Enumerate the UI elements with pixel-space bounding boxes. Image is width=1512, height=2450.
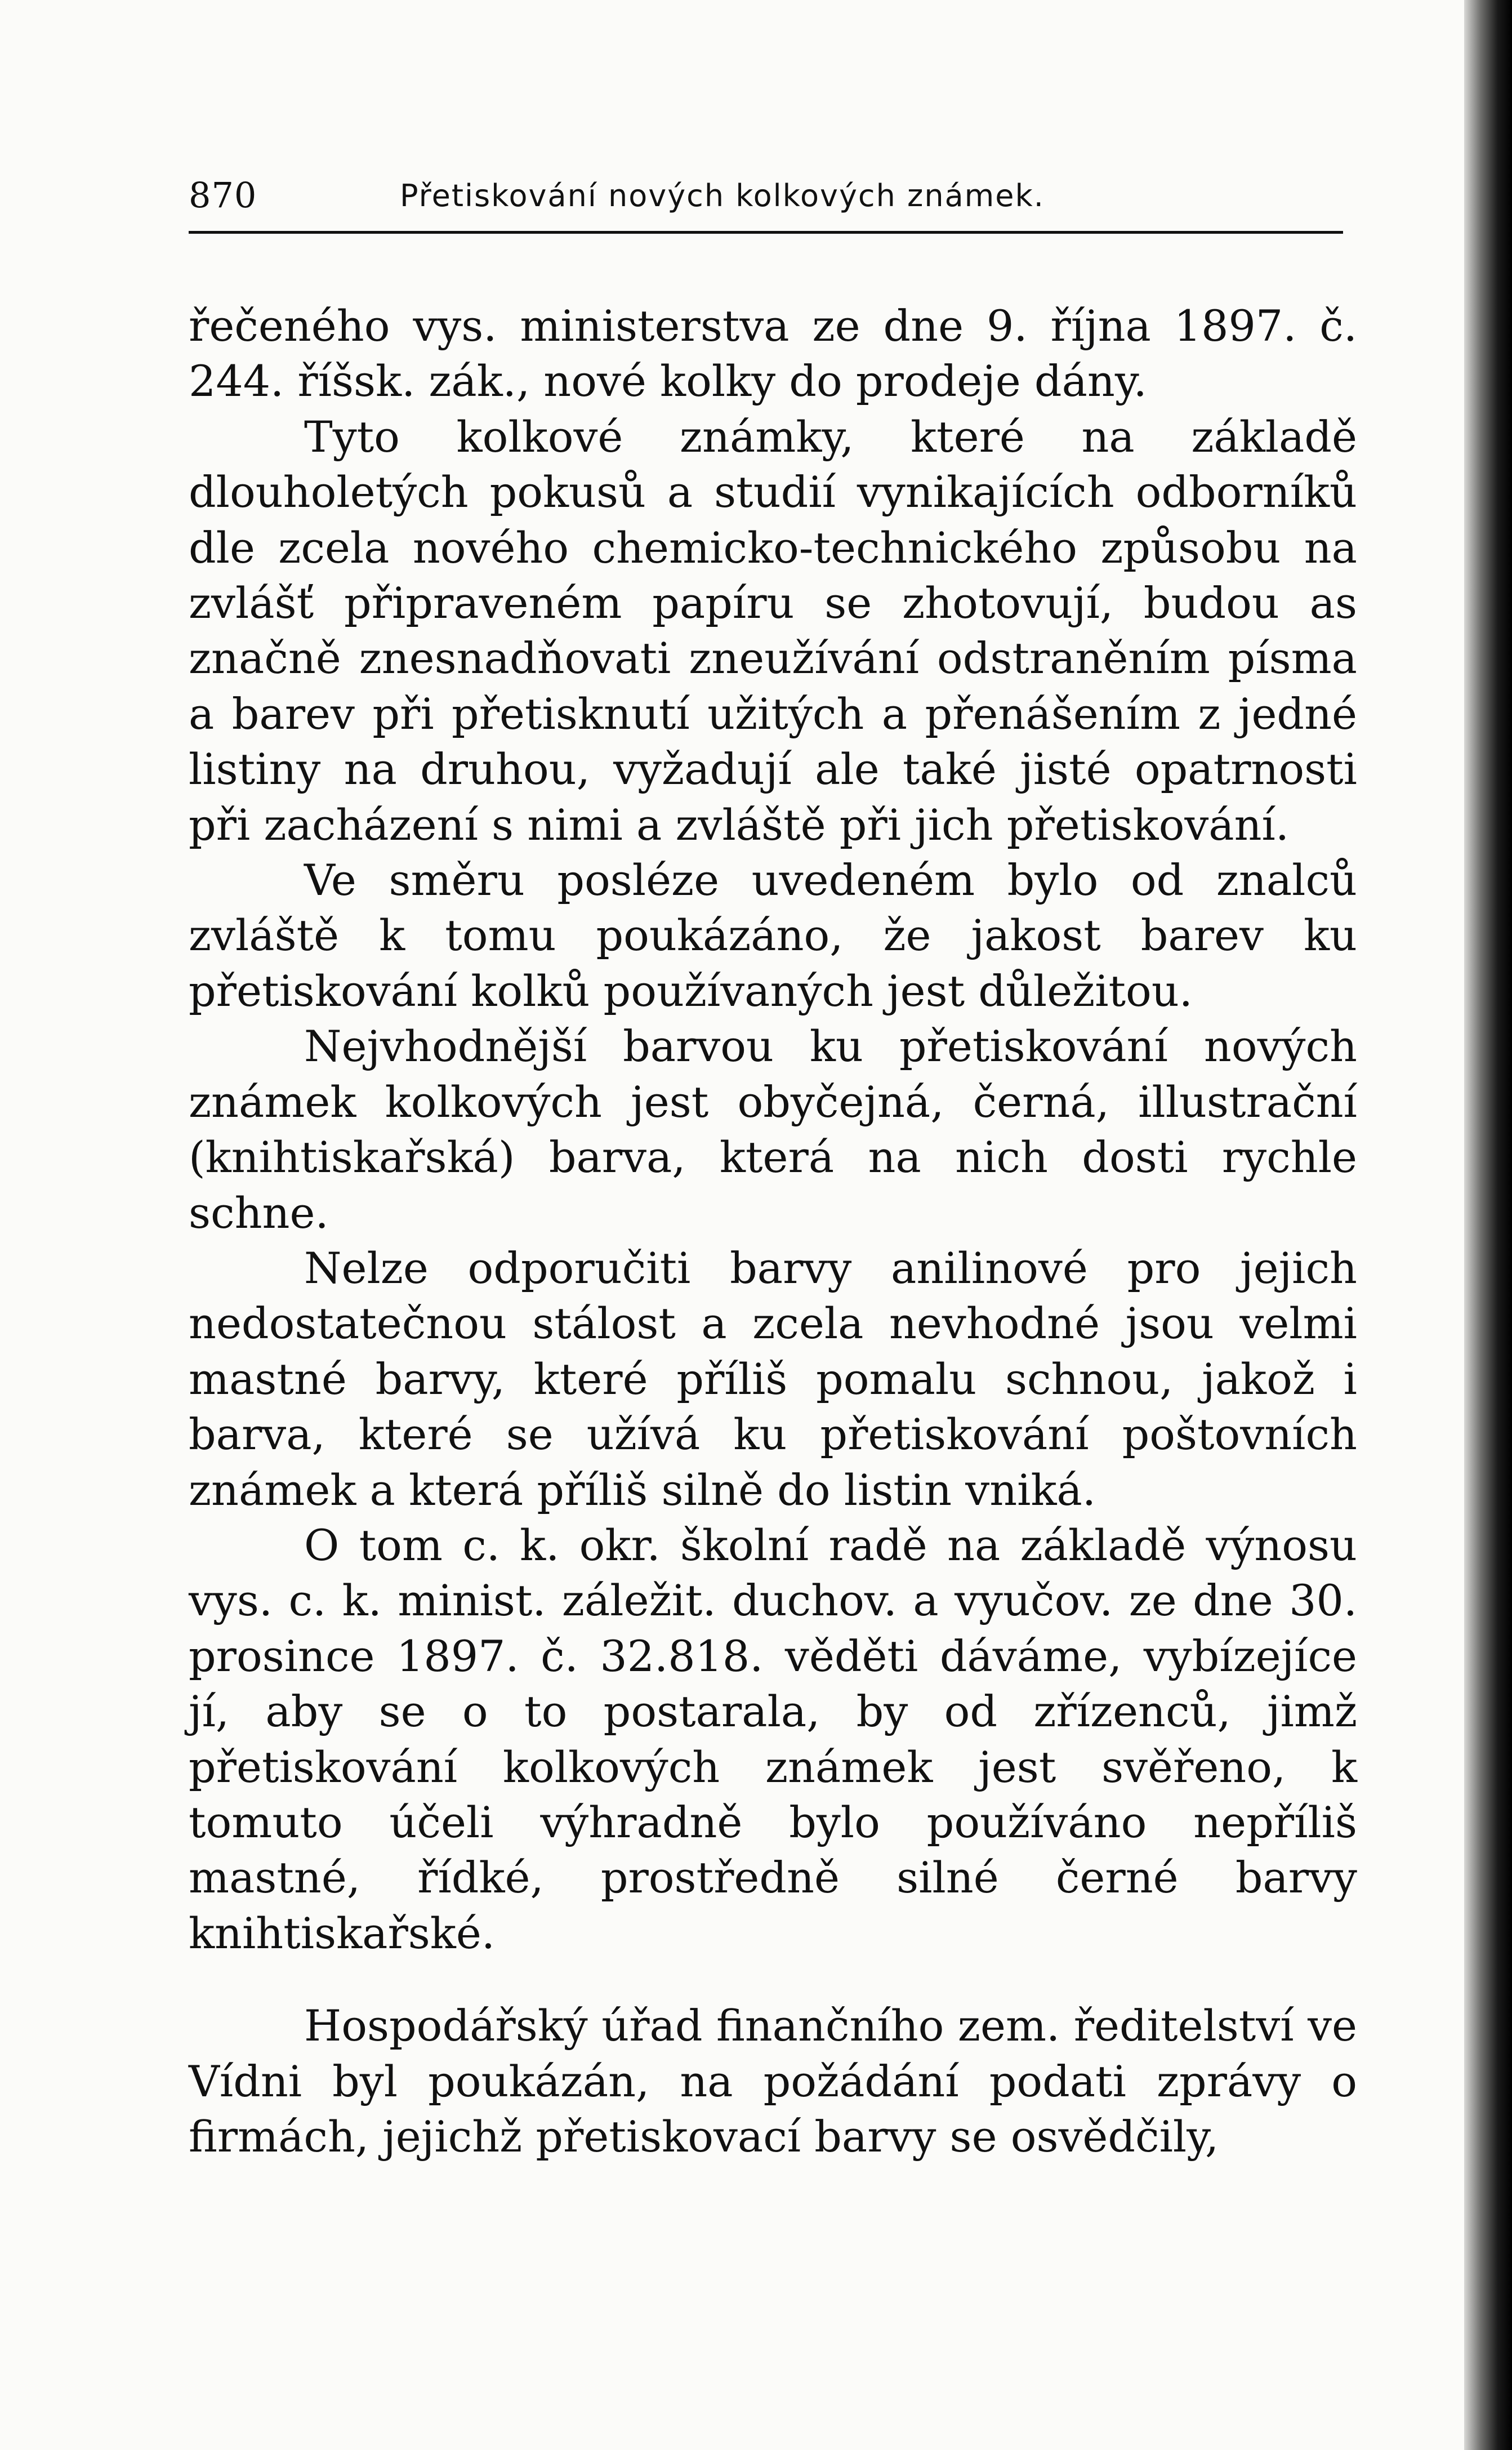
paragraph: O tom c. k. okr. školní radě na základě výnosu vys. c. k. minist. záležit. duchov. a vyučov. ze dne 30. prosince 1897. č. 32.818. věděti dáváme, vybízejíce jí, aby se o to postarala, by od zřízenců, jimž přetiskování kolkových známek jest svěřeno, k tomuto účeli výhradně bylo používáno nepříliš mastné, řídké, prostředně silné černé barvy knihtiskařské. (189, 1520, 1357, 1958)
header-rule (189, 231, 1343, 234)
page-header (189, 169, 1343, 220)
running-title: Přetiskování nových kolkových známek. (400, 178, 1045, 213)
paragraph: Hospodářský úřad finančního zem. ředitelství ve Vídni byl poukázán, na požádání podati zprávy o firmách, jejichž přetiskovací barvy se osvědčily, (189, 2001, 1357, 2162)
paragraph-continuation: řečeného vys. ministerstva ze dne 9. října 1897. č. 244. říšsk. zák., nové kolky do prodeje dány. (189, 301, 1357, 407)
book-binding-edge (1464, 0, 1512, 2450)
paragraph: Tyto kolkové známky, které na základě dlouholetých pokusů a studií vynikajících odborníků dle zcela nového chemicko-technického způsobu na zvlášť připraveném papíru se zhotovují, budou as značně znesnadňovati zneužívání odstraněním písma a barev při přetisknutí užitých a přenášením z jedné listiny na druhou, vyžadují ale také jisté opatrnosti při zacházení s nimi a zvláště při jich přetiskování. (189, 411, 1357, 850)
page-number: 870 (189, 175, 257, 216)
paragraph: Nejvhodnější barvou ku přetiskování nových známek kolkových jest obyčejná, černá, illustrační (knihtiskařská) barva, která na nich dosti rychle schne. (189, 1021, 1357, 1238)
paragraph: Nelze odporučiti barvy anilinové pro jejich nedostatečnou stálost a zcela nevhodné jsou velmi mastné barvy, které příliš pomalu schnou, jakož i barva, které se užívá ku přetiskování poštovních známek a která příliš silně do listin vniká. (189, 1242, 1357, 1515)
paragraph: Ve směru posléze uvedeném bylo od znalců zvláště k tomu poukázáno, že jakost barev ku přetiskování kolků používaných jest důležitou. (189, 855, 1357, 1016)
body-text (189, 299, 1357, 2164)
